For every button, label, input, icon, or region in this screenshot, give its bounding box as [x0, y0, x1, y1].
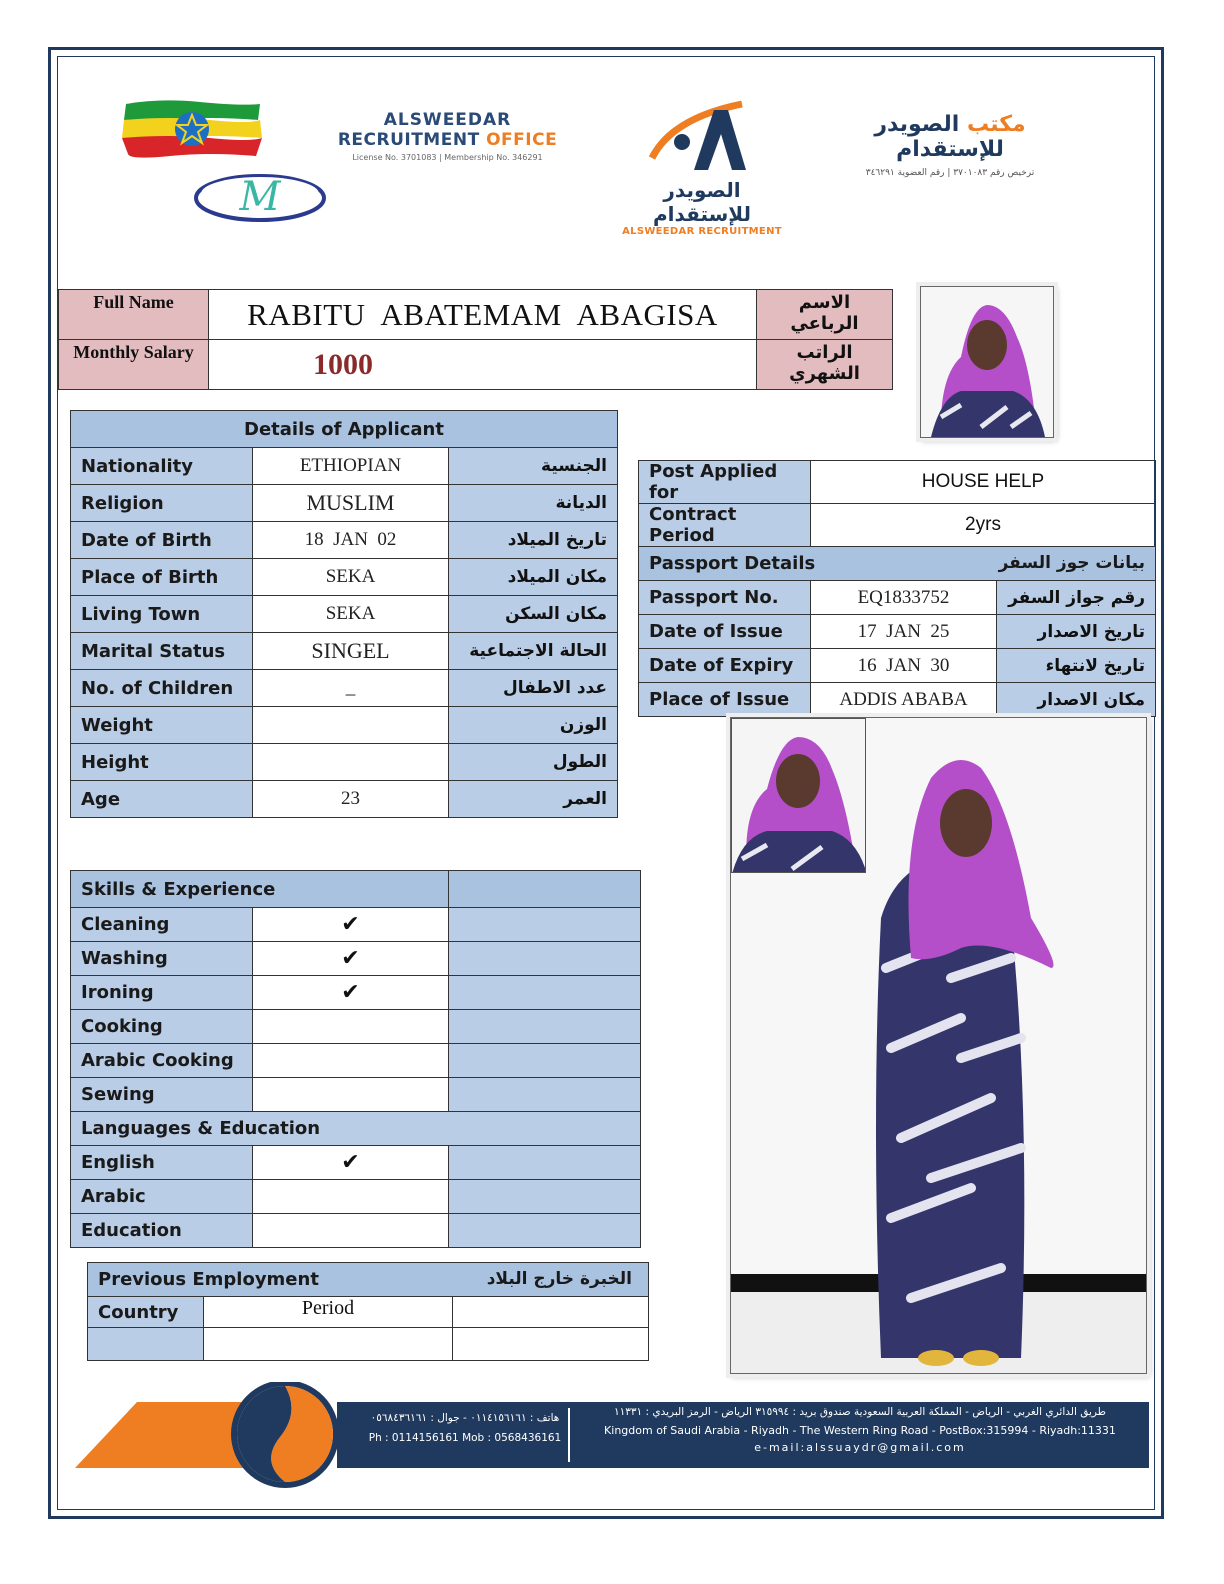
- arabic-office-title: [820, 112, 1080, 178]
- contract-value: 2yrs: [811, 504, 1156, 547]
- details-value: SEKA: [253, 596, 449, 633]
- details-label: Weight: [71, 707, 253, 744]
- employment-table: [87, 1262, 649, 1361]
- details-row: [71, 448, 618, 485]
- m-logo: [190, 170, 330, 230]
- employment-header-row: [88, 1263, 649, 1297]
- details-label: Nationality: [71, 448, 253, 485]
- language-check: ✔: [253, 1146, 449, 1180]
- passport-value: EQ1833752: [811, 581, 997, 615]
- passport-value: ADDIS ABABA: [811, 683, 997, 717]
- details-label: Living Town: [71, 596, 253, 633]
- details-label: Religion: [71, 485, 253, 522]
- details-value: 23: [253, 781, 449, 818]
- details-value: ETHIOPIAN: [253, 448, 449, 485]
- details-label: Date of Birth: [71, 522, 253, 559]
- skill-label: Arabic Cooking: [71, 1044, 253, 1078]
- passport-value: 17 JAN 25: [811, 615, 997, 649]
- details-table: [70, 410, 618, 818]
- passport-row: [639, 581, 1156, 615]
- footer-phones: [365, 1412, 565, 1444]
- skill-check: [253, 1078, 449, 1112]
- applicant-photo-full: [730, 717, 1147, 1374]
- passport-label: Place of Issue: [639, 683, 811, 717]
- passport-row: [639, 649, 1156, 683]
- full-name-arabic: الاسم الرباعي: [757, 290, 893, 340]
- post-value: HOUSE HELP: [811, 461, 1156, 504]
- language-label: Arabic: [71, 1180, 253, 1214]
- employment-row: [88, 1328, 649, 1361]
- language-row: [71, 1180, 641, 1214]
- passport-label: Date of Issue: [639, 615, 811, 649]
- passport-title: Passport Details: [649, 553, 816, 574]
- details-value: _: [253, 670, 449, 707]
- salary-arabic: الراتب الشهري: [757, 340, 893, 390]
- salary-row: [59, 340, 893, 390]
- contract-row: [639, 504, 1156, 547]
- skill-check: ✔: [253, 942, 449, 976]
- skill-label: Cleaning: [71, 908, 253, 942]
- office-name-recruitment: RECRUITMENT: [337, 130, 487, 150]
- details-arabic: تاريخ الميلاد: [449, 522, 618, 559]
- details-value: [253, 744, 449, 781]
- details-arabic: الوزن: [449, 707, 618, 744]
- skill-label: Sewing: [71, 1078, 253, 1112]
- details-header-row: [71, 411, 618, 448]
- skill-row: [71, 1078, 641, 1112]
- skill-check: [253, 1044, 449, 1078]
- passport-row: [639, 615, 1156, 649]
- details-label: Height: [71, 744, 253, 781]
- skill-row: [71, 1044, 641, 1078]
- details-row: [71, 522, 618, 559]
- details-row: [71, 781, 618, 818]
- skill-check: ✔: [253, 976, 449, 1010]
- skill-row: [71, 908, 641, 942]
- passport-arabic: مكان الاصدار: [997, 683, 1156, 717]
- contract-label: Contract Period: [639, 504, 811, 547]
- skill-row: [71, 976, 641, 1010]
- passport-arabic: تاريخ لانتهاء: [997, 649, 1156, 683]
- passport-title-arabic: بيانات جوز السفر: [998, 553, 1145, 573]
- footer-email: e-mail:alssuaydr@gmail.com: [754, 1441, 966, 1454]
- applicant-photo-inset: [731, 718, 866, 873]
- details-value: 18 JAN 02: [253, 522, 449, 559]
- full-name-value: RABITU ABATEMAM ABAGISA: [209, 290, 757, 340]
- footer-address-arabic: طريق الدائري الغربي - الرياض - المملكة العربية السعودية صندوق بريد : ٣١٥٩٩٤ الرياض - الرمز البريدي : ١١٣٣١: [613, 1406, 1107, 1418]
- details-label: Marital Status: [71, 633, 253, 670]
- details-arabic: العمر: [449, 781, 618, 818]
- language-label: English: [71, 1146, 253, 1180]
- details-title: Details of Applicant: [71, 411, 618, 448]
- details-row: [71, 744, 618, 781]
- applicant-photo-small: [920, 286, 1054, 438]
- passport-arabic: رقم جواز السفر: [997, 581, 1156, 615]
- details-value: [253, 707, 449, 744]
- post-row: [639, 461, 1156, 504]
- details-label: Place of Birth: [71, 559, 253, 596]
- passport-row: [639, 683, 1156, 717]
- ethiopia-flag-logo: [120, 98, 266, 166]
- language-label: Education: [71, 1214, 253, 1248]
- country-label: Country: [88, 1297, 204, 1328]
- details-row: [71, 633, 618, 670]
- skill-check: ✔: [253, 908, 449, 942]
- arabic-title-main: الصويدر للإستقدام: [874, 112, 1004, 162]
- post-label: Post Applied for: [639, 461, 811, 504]
- passport-arabic: تاريخ الاصدار: [997, 615, 1156, 649]
- employment-title-arabic: الخبرة خارج البلاد: [486, 1269, 632, 1289]
- passport-label: Date of Expiry: [639, 649, 811, 683]
- alsweedar-a-logo: [612, 98, 792, 237]
- passport-table: [638, 460, 1156, 717]
- details-value: SEKA: [253, 559, 449, 596]
- details-arabic: الطول: [449, 744, 618, 781]
- details-label: Age: [71, 781, 253, 818]
- details-arabic: الحالة الاجتماعية: [449, 633, 618, 670]
- footer-phone-english: Ph : 0114156161 Mob : 0568436161: [368, 1432, 562, 1444]
- name-salary-table: [58, 289, 893, 390]
- a-logo-icon: [642, 98, 762, 176]
- details-row: [71, 485, 618, 522]
- footer-address: [575, 1406, 1145, 1454]
- period-label: Period: [204, 1297, 453, 1328]
- salary-value: 1000: [209, 340, 757, 390]
- skill-label: Washing: [71, 942, 253, 976]
- language-check: [253, 1180, 449, 1214]
- footer-phone-arabic: هاتف : ٠١١٤١٥٦١٦١ - جوال : ٠٥٦٨٤٣٦١٦١: [370, 1412, 560, 1424]
- language-row: [71, 1146, 641, 1180]
- footer-logo-graphic: [75, 1382, 375, 1488]
- office-license: License No. 3701083 | Membership No. 346291: [352, 153, 543, 162]
- details-value: SINGEL: [253, 633, 449, 670]
- details-arabic: عدد الاطفال: [449, 670, 618, 707]
- employment-title: Previous Employment: [98, 1269, 319, 1290]
- full-name-row: [59, 290, 893, 340]
- languages-title: Languages & Education: [71, 1112, 641, 1146]
- office-name-line1: ALSWEEDAR: [383, 110, 512, 130]
- details-row: [71, 670, 618, 707]
- office-logo-text: [335, 110, 560, 162]
- details-arabic: الجنسية: [449, 448, 618, 485]
- passport-value: 16 JAN 30: [811, 649, 997, 683]
- language-row: [71, 1214, 641, 1248]
- skills-table: [70, 870, 641, 1248]
- full-name-label: Full Name: [59, 290, 209, 340]
- logo-arabic-name: الصويدر للإستقدام: [653, 178, 751, 226]
- skills-title: Skills & Experience: [71, 871, 449, 908]
- employment-columns-row: [88, 1297, 649, 1328]
- details-value: MUSLIM: [253, 485, 449, 522]
- salary-label: Monthly Salary: [59, 340, 209, 390]
- passport-label: Passport No.: [639, 581, 811, 615]
- details-row: [71, 596, 618, 633]
- details-row: [71, 559, 618, 596]
- details-label: No. of Children: [71, 670, 253, 707]
- footer-divider: [568, 1408, 570, 1462]
- arabic-title-prefix: مكتب: [959, 112, 1026, 137]
- details-arabic: مكان السكن: [449, 596, 618, 633]
- footer-address-english: Kingdom of Saudi Arabia - Riyadh - The Western Ring Road - PostBox:315994 - Riyadh:11331: [604, 1424, 1116, 1437]
- arabic-license: ترخيص رقم ٣٧٠١٠٨٣ | رقم العضوية ٣٤٦٢٩١: [865, 168, 1035, 178]
- passport-header-row: [639, 547, 1156, 581]
- languages-header-row: [71, 1112, 641, 1146]
- skills-header-row: [71, 871, 641, 908]
- skill-row: [71, 1010, 641, 1044]
- details-arabic: الديانة: [449, 485, 618, 522]
- footer-banner: [75, 1382, 1150, 1488]
- details-arabic: مكان الميلاد: [449, 559, 618, 596]
- logo-english-name: ALSWEEDAR RECRUITMENT: [622, 226, 782, 237]
- skill-check: [253, 1010, 449, 1044]
- skill-label: Cooking: [71, 1010, 253, 1044]
- office-name-office: OFFICE: [486, 130, 558, 150]
- skill-label: Ironing: [71, 976, 253, 1010]
- language-check: [253, 1214, 449, 1248]
- skill-row: [71, 942, 641, 976]
- m-logo-letter: M: [239, 174, 281, 220]
- details-row: [71, 707, 618, 744]
